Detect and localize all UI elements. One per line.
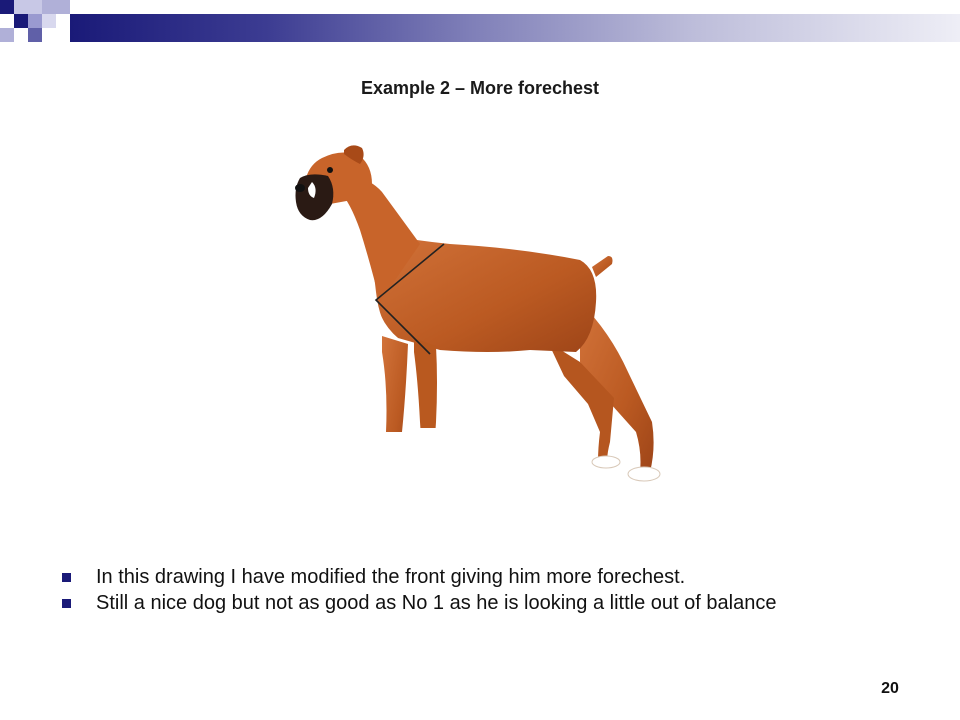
bullet-list [62, 566, 822, 618]
deco-square-light [14, 0, 28, 14]
slide-title: Example 2 – More forechest [360, 78, 600, 98]
boxer-dog-svg [280, 132, 680, 498]
deco-square-dark [0, 0, 14, 14]
dog-hind-paw-back [628, 467, 660, 481]
deco-square-light [28, 0, 42, 14]
bullet-text: Still a nice dog but not as good as No 1 as he is looking a little out of balance [96, 592, 777, 614]
deco-square-light [0, 28, 14, 42]
boxer-dog-illustration [280, 132, 680, 498]
dog-tail [592, 256, 613, 277]
bullet-item [62, 566, 822, 588]
dog-nose [295, 184, 305, 192]
dog-muzzle [296, 174, 334, 220]
dog-eye [327, 167, 333, 173]
header-gradient-bar [70, 14, 960, 42]
deco-square-light [28, 14, 42, 28]
dog-sock-back [414, 428, 436, 460]
deco-square-light [42, 0, 70, 14]
dog-sock-front [377, 432, 402, 476]
bullet-item [62, 592, 822, 614]
bullet-text: In this drawing I have modified the front giving him more forechest. [96, 566, 686, 588]
page-number: 20 [881, 680, 899, 697]
deco-square-dark [14, 14, 28, 28]
deco-square-light [42, 14, 56, 28]
deco-square-light [28, 28, 42, 42]
dog-hind-paw-front [592, 456, 620, 468]
square-bullet-icon [62, 573, 71, 582]
square-bullet-icon [62, 599, 71, 608]
